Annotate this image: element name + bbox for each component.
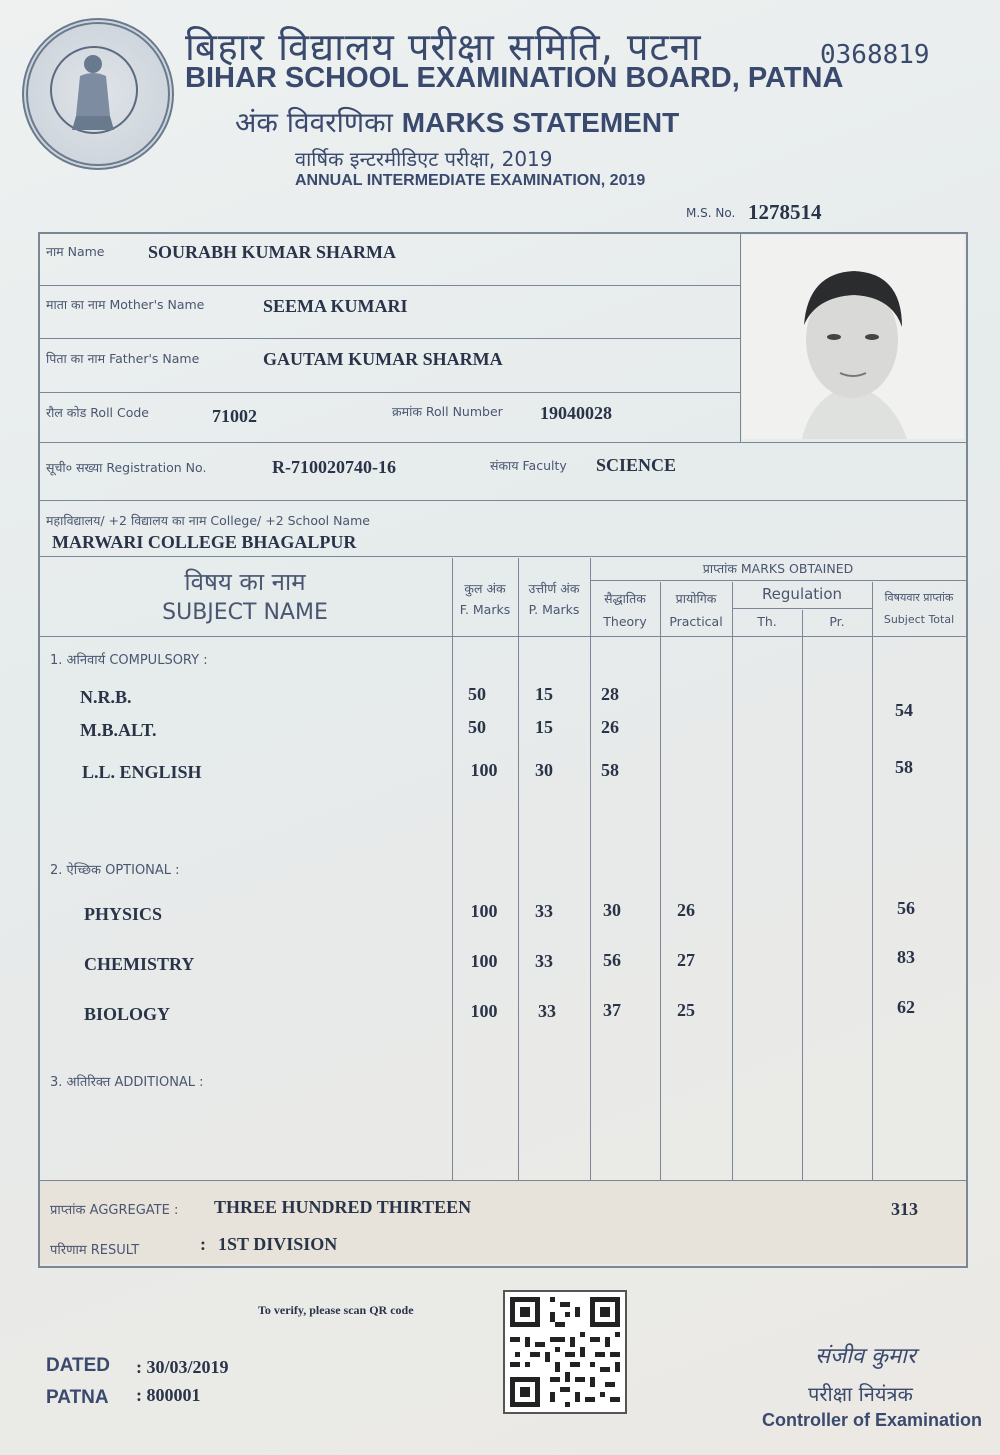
college-name: MARWARI COLLEGE BHAGALPUR: [52, 532, 357, 552]
statement-title-english: MARKS STATEMENT: [401, 107, 680, 138]
regulation-th-header: Th.: [757, 614, 777, 629]
theory-marks: 37: [603, 1000, 621, 1020]
controller-signature: संजीव कुमार: [815, 1344, 916, 1369]
aggregate-section: [40, 1180, 966, 1264]
subject-total-header-english: Subject Total: [883, 613, 955, 626]
faculty-label: संकाय Faculty: [490, 458, 567, 473]
exam-name-english: ANNUAL INTERMEDIATE EXAMINATION, 2019: [295, 172, 646, 189]
verify-note: To verify, please scan QR code: [258, 1303, 414, 1317]
qr-code-icon[interactable]: [503, 1290, 627, 1414]
subject-total: 58: [895, 757, 913, 777]
theory-marks: 58: [601, 760, 619, 780]
theory-marks: 28: [601, 684, 619, 704]
roll-code-label: रौल कोड Roll Code: [46, 405, 149, 420]
practical-marks: 26: [677, 900, 695, 920]
ms-no-value: 1278514: [748, 200, 822, 224]
ms-no-label: M.S. No.: [686, 206, 736, 220]
subject-name: L.L. ENGLISH: [82, 762, 202, 782]
subject-name: CHEMISTRY: [84, 954, 195, 974]
subject-name: BIOLOGY: [84, 1004, 171, 1024]
pass-marks: 33: [535, 951, 553, 971]
fmarks-header-english: F. Marks: [459, 602, 511, 617]
place-value: : 800001: [136, 1385, 201, 1405]
subject-name: M.B.ALT.: [80, 720, 157, 740]
subject-header-english: SUBJECT NAME: [162, 600, 328, 625]
dated-label: DATED: [46, 1355, 111, 1376]
subject-header-hindi: विषय का नाम: [184, 568, 306, 596]
aggregate-label: प्राप्तांक AGGREGATE :: [50, 1203, 179, 1218]
controller-title-hindi: परीक्षा नियंत्रक: [808, 1382, 913, 1406]
regulation-header: Regulation: [761, 585, 843, 603]
theory-marks: 56: [603, 950, 621, 970]
pass-marks: 15: [535, 717, 553, 737]
name-label: नाम Name: [46, 244, 105, 259]
pass-marks: 33: [538, 1001, 556, 1021]
subject-total: 62: [897, 997, 915, 1017]
full-marks: 100: [470, 1001, 498, 1021]
mother-name-label: माता का नाम Mother's Name: [46, 297, 205, 312]
statement-title: [235, 103, 679, 141]
subject-name: PHYSICS: [84, 904, 163, 924]
college-label: महाविद्यालय/ +2 विद्यालय का नाम College/ +2 School Name: [46, 513, 370, 528]
theory-header-hindi: सैद्धातिक: [604, 591, 646, 606]
section-compulsory: 1. अनिवार्य COMPULSORY :: [50, 653, 208, 668]
serial-number: 0368819: [820, 40, 930, 70]
full-marks: 100: [470, 760, 498, 780]
regulation-pr-header: Pr.: [829, 614, 845, 629]
aggregate-number: 313: [891, 1199, 918, 1219]
dated-value: : 30/03/2019: [136, 1357, 229, 1377]
pmarks-header-hindi: उत्तीर्ण अंक: [528, 581, 580, 596]
registration-label: सूची० सख्या Registration No.: [46, 460, 207, 475]
practical-header-hindi: प्रायोगिक: [675, 591, 717, 606]
fmarks-header-hindi: कुल अंक: [464, 581, 506, 596]
board-name-english: BIHAR SCHOOL EXAMINATION BOARD, PATNA: [185, 62, 844, 94]
subject-total: 54: [895, 700, 913, 720]
faculty-value: SCIENCE: [596, 455, 677, 475]
full-marks: 100: [470, 951, 498, 971]
subject-total-header-hindi: विषयवार प्राप्तांक: [884, 591, 954, 604]
result-label: परिणाम RESULT: [50, 1243, 140, 1258]
practical-marks: 27: [677, 950, 695, 970]
roll-number: 19040028: [540, 403, 612, 423]
statement-title-hindi: अंक विवरणिका: [235, 106, 393, 139]
practical-header-english: Practical: [669, 614, 723, 629]
father-name: GAUTAM KUMAR SHARMA: [263, 349, 503, 369]
student-photo: [742, 235, 964, 439]
controller-title-english: Controller of Examination: [762, 1410, 983, 1430]
subject-total: 56: [897, 898, 915, 918]
pass-marks: 33: [535, 901, 553, 921]
father-name-label: पिता का नाम Father's Name: [46, 351, 200, 366]
registration-number: R-710020740-16: [272, 457, 396, 477]
practical-marks: 25: [677, 1000, 695, 1020]
full-marks: 50: [468, 717, 486, 737]
board-seal-icon: [22, 18, 174, 170]
theory-marks: 30: [603, 900, 621, 920]
student-name: SOURABH KUMAR SHARMA: [148, 242, 397, 262]
roll-code: 71002: [212, 406, 257, 426]
result-value: 1ST DIVISION: [218, 1234, 338, 1254]
exam-name-hindi: वार्षिक इन्टरमीडिएट परीक्षा, 2019: [295, 147, 553, 171]
result-separator: :: [200, 1234, 206, 1254]
full-marks: 100: [470, 901, 498, 921]
pass-marks: 15: [535, 684, 553, 704]
mother-name: SEEMA KUMARI: [263, 296, 408, 316]
pass-marks: 30: [535, 760, 553, 780]
section-additional: 3. अतिरिक्त ADDITIONAL :: [50, 1075, 204, 1090]
marks-obtained-header: प्राप्तांक MARKS OBTAINED: [702, 561, 854, 576]
theory-marks: 26: [601, 717, 619, 737]
section-optional: 2. ऐच्छिक OPTIONAL :: [50, 863, 180, 878]
roll-number-label: क्रमांक Roll Number: [392, 404, 503, 419]
subject-total: 83: [897, 947, 915, 967]
place-label: PATNA: [46, 1387, 109, 1408]
full-marks: 50: [468, 684, 486, 704]
pmarks-header-english: P. Marks: [528, 602, 580, 617]
aggregate-words: THREE HUNDRED THIRTEEN: [214, 1197, 472, 1217]
theory-header-english: Theory: [603, 614, 647, 629]
subject-name: N.R.B.: [80, 687, 132, 707]
board-name-hindi: बिहार विद्यालय परीक्षा समिति, पटना: [185, 25, 702, 69]
